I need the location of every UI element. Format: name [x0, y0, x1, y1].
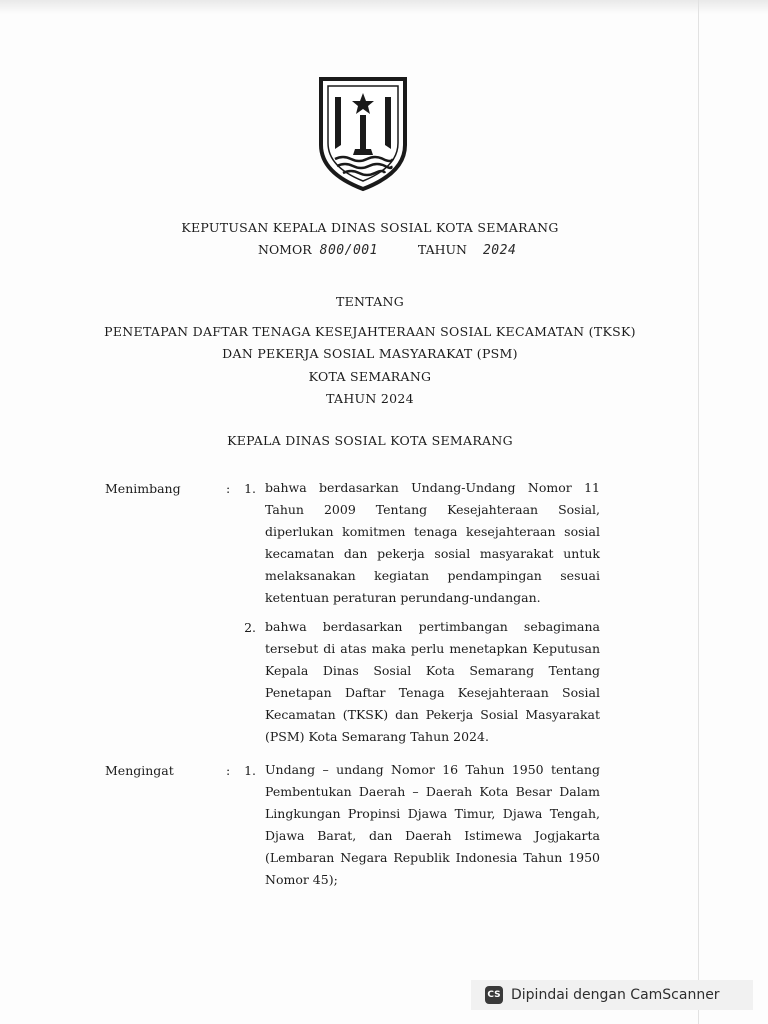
menimbang-colon: :: [226, 481, 231, 496]
decree-title: KEPUTUSAN KEPALA DINAS SOSIAL KOTA SEMARANG: [181, 220, 559, 235]
subject-line-3: KOTA SEMARANG: [308, 369, 432, 384]
subject-line-4: TAHUN 2024: [326, 391, 414, 406]
camscanner-watermark: [471, 980, 753, 1010]
mengingat-item-1-text: Undang – undang Nomor 16 Tahun 1950 tentang Pembentukan Daerah – Daerah Kota Besar Dalam Lingkungan Propinsi Djawa Timur, Djawa Tengah, Djawa Barat, dan Daerah Istimewa Jogjakarta (Lembaran Negara Republik Indonesia Tahun 1950 Nomor 45);: [265, 762, 600, 887]
camscanner-logo-icon: CS: [485, 986, 503, 1004]
mengingat-label: Mengingat: [105, 763, 174, 778]
mengingat-item-1-number: 1.: [244, 763, 256, 778]
city-emblem-icon: [317, 75, 409, 193]
menimbang-item-1-text: bahwa berdasarkan Undang-Undang Nomor 11 Tahun 2009 Tentang Kesejahteraan Sosial, diperlukan komitmen tenaga kesejahteraan sosial kecamatan dan pekerja sosial masyarakat untuk melaksanakan kegiatan pendampingan sesuai ketentuan peraturan perundang-undangan.: [265, 480, 600, 605]
tentang-heading: TENTANG: [335, 294, 405, 309]
tahun-handwritten-value: 2024: [482, 243, 517, 258]
subject-line-1: PENETAPAN DAFTAR TENAGA KESEJAHTERAAN SOSIAL KECAMATAN (TKSK): [104, 324, 636, 339]
menimbang-label: Menimbang: [105, 481, 181, 496]
scan-page-edge: [698, 0, 768, 1024]
tahun-label: TAHUN: [417, 242, 467, 257]
menimbang-item-2-number: 2.: [244, 620, 256, 635]
mengingat-colon: :: [226, 763, 231, 778]
camscanner-watermark-text: Dipindai dengan CamScanner: [511, 987, 720, 1003]
menimbang-item-2-text: bahwa berdasarkan pertimbangan sebagimana tersebut di atas maka perlu menetapkan Keputusan Kepala Dinas Sosial Kota Semarang Tentang Penetapan Daftar Tenaga Kesejahteraan Sosial Kecamatan (TKSK) dan Pekerja Sosial Masyarakat (PSM) Kota Semarang Tahun 2024.: [265, 619, 600, 744]
subject-line-2: DAN PEKERJA SOSIAL MASYARAKAT (PSM): [222, 346, 518, 361]
issuer-heading: KEPALA DINAS SOSIAL KOTA SEMARANG: [227, 433, 513, 448]
nomor-label: NOMOR: [258, 242, 312, 257]
nomor-line: [258, 242, 516, 258]
nomor-handwritten-value: 800/001: [319, 243, 378, 258]
scan-shadow-top: [0, 0, 768, 14]
menimbang-item-1-number: 1.: [244, 481, 256, 496]
